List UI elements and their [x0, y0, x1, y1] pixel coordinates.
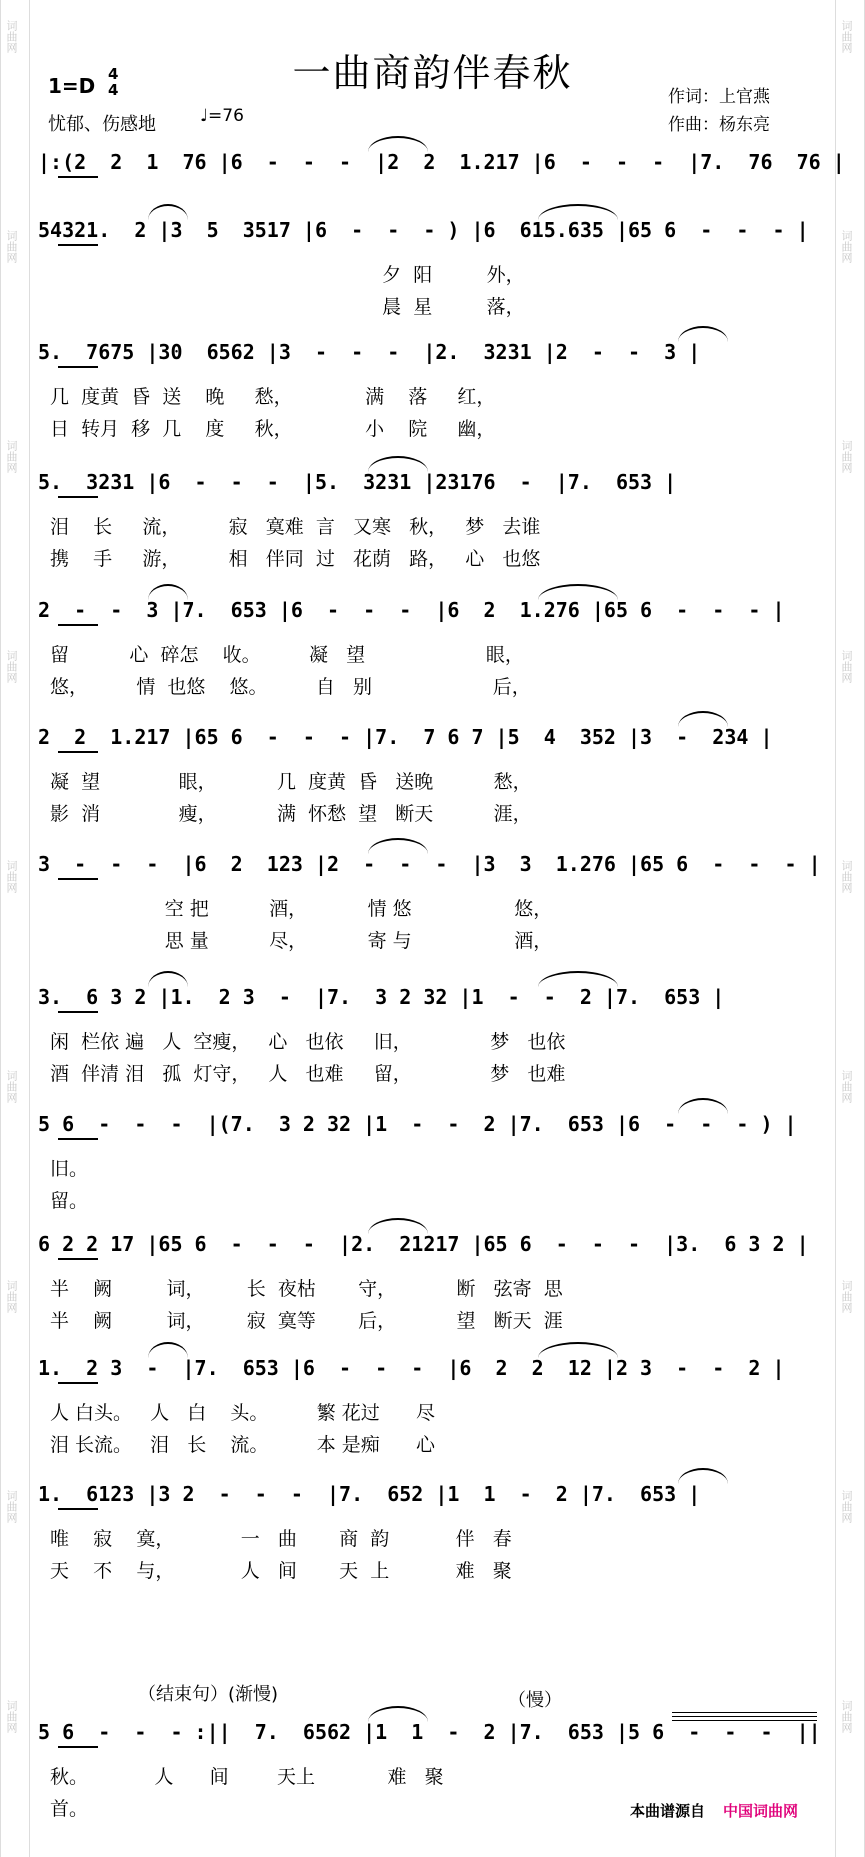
song-title: 一曲商韵伴春秋 — [292, 51, 573, 95]
watermark-text: 词曲网 — [5, 20, 18, 53]
watermark-text: 词曲网 — [5, 1700, 18, 1733]
lyric-line: 人 白头。 人 白 头。 繁 花过 尽 — [50, 1402, 436, 1424]
lyric-line: 秋。 人 间 天上 难 聚 — [50, 1766, 444, 1788]
watermark-text: 词曲网 — [840, 860, 853, 893]
watermark-text: 词曲网 — [840, 1490, 853, 1523]
slur-mark — [368, 1706, 428, 1722]
slur-mark — [678, 326, 728, 342]
beam-underline — [58, 176, 98, 178]
watermark-text: 词曲网 — [840, 650, 853, 683]
notation-line: 5 6 - - - :|| 7. 6562 |1 1 - 2 |7. 653 |5 6 - - - || — [38, 1720, 821, 1744]
watermark-text: 词曲网 — [840, 20, 853, 53]
beam-underline — [58, 1138, 98, 1140]
time-signature-bottom: 4 — [108, 81, 119, 99]
score-system — [38, 1112, 830, 1212]
tempo-mark: ♩=76 — [200, 106, 244, 126]
slur-mark — [538, 584, 618, 600]
key-signature: 1=D — [48, 74, 96, 98]
beam-underline — [58, 1508, 98, 1510]
notation-line: 6 2 2 17 |65 6 - - - |2. 21217 |65 6 - - - |3. 6 3 2 | — [38, 1232, 809, 1256]
slur-mark — [538, 1342, 618, 1358]
lyric-line: 闲 栏依 遍 人 空瘦， 心 也依 旧， 梦 也依 — [50, 1031, 566, 1053]
lyric-line: 旧。 — [50, 1158, 89, 1180]
slur-mark — [368, 838, 428, 854]
score-system — [38, 725, 830, 825]
lyric-line: 日 转月 移 几 度 秋， 小 院 幽， — [50, 418, 496, 440]
score-system — [38, 150, 845, 178]
lyric-line: 留。 — [50, 1190, 89, 1212]
ending-lines — [672, 1712, 817, 1724]
score-system — [38, 1356, 830, 1456]
watermark-text: 词曲网 — [5, 860, 18, 893]
notation-line: 3. 6 3 2 |1. 2 3 - |7. 3 2 32 |1 - - 2 |7. 653 | — [38, 985, 725, 1009]
slur-mark — [678, 1098, 728, 1114]
notation-line: 5. 3231 |6 - - - |5. 3231 |23176 - |7. 653 | — [38, 470, 677, 494]
slur-mark — [538, 971, 618, 987]
score-system — [38, 340, 830, 440]
lyric-line: 影 消 瘦， 满 怀愁 望 断天 涯， — [50, 803, 532, 825]
notation-line: 1. 6123 |3 2 - - - |7. 652 |1 1 - 2 |7. 653 | — [38, 1482, 701, 1506]
lyric-line: 空 把 酒， 情 悠 悠， — [50, 898, 553, 920]
watermark-text: 词曲网 — [5, 1280, 18, 1313]
slur-mark — [678, 1468, 728, 1484]
watermark-text: 词曲网 — [5, 230, 18, 263]
slur-mark — [678, 711, 728, 727]
notation-line: 3 - - - |6 2 123 |2 - - - |3 3 1.276 |65 6 - - - | — [38, 852, 821, 876]
lyric-line: 半 阙 词， 寂 寞等 后， 望 断天 涯 — [50, 1310, 563, 1332]
lyric-line: 半 阙 词， 长 夜枯 守， 断 弦寄 思 — [50, 1278, 563, 1300]
slur-mark — [148, 971, 188, 987]
beam-underline — [58, 1382, 98, 1384]
lyric-line: 几 度黄 昏 送 晚 愁， 满 落 红， — [50, 386, 496, 408]
watermark-text: 词曲网 — [840, 1280, 853, 1313]
beam-underline — [58, 244, 98, 246]
beam-underline — [58, 1011, 98, 1013]
notation-line: |:(2 2 1 76 |6 - - - |2 2 1.217 |6 - - - |7. 76 76 | — [38, 150, 845, 174]
notation-line: 5 6 - - - |(7. 3 2 32 |1 - - 2 |7. 653 |6 - - - ) | — [38, 1112, 797, 1136]
lyricist-credit: 作词：上官燕 — [668, 87, 770, 107]
slur-mark — [148, 584, 188, 600]
notation-line: 54321. 2 |3 5 3517 |6 - - - ) |6 615.635 |65 6 - - - | — [38, 218, 809, 242]
lyric-line: 泪 长流。 泪 长 流。 本 是痴 心 — [50, 1434, 436, 1456]
score-system — [38, 218, 830, 318]
watermark-text: 词曲网 — [5, 440, 18, 473]
score-system — [38, 1232, 830, 1332]
footer-site-link[interactable]: 中国词曲网 — [723, 1802, 799, 1820]
beam-underline — [58, 751, 98, 753]
lyric-line: 酒 伴清 泪 孤 灯守， 人 也难 留， 梦 也难 — [50, 1063, 566, 1085]
lyric-line: 泪 长 流， 寂 寞难 言 又寒 秋， 梦 去谁 — [50, 516, 541, 538]
composer-credit: 作曲：杨东亮 — [668, 115, 770, 135]
lyric-line: 凝 望 眼， 几 度黄 昏 送晚 愁， — [50, 771, 532, 793]
lyric-line: 晨 星 落， — [50, 296, 525, 318]
ending-annotation: （结束句）(渐慢) — [138, 1684, 279, 1705]
beam-underline — [58, 366, 98, 368]
watermark-text: 词曲网 — [840, 1700, 853, 1733]
watermark-text: 词曲网 — [840, 440, 853, 473]
beam-underline — [58, 1258, 98, 1260]
notation-line: 2 2 1.217 |65 6 - - - |7. 7 6 7 |5 4 352 |3 - 234 | — [38, 725, 773, 749]
watermark-text: 词曲网 — [5, 650, 18, 683]
beam-underline — [58, 878, 98, 880]
slur-mark — [368, 1218, 428, 1234]
slur-mark — [148, 204, 188, 220]
watermark-text: 词曲网 — [5, 1490, 18, 1523]
expression-mark: 忧郁、伤感地 — [48, 114, 156, 135]
time-signature — [108, 66, 118, 98]
slow-annotation: （慢） — [508, 1690, 562, 1711]
lyric-line: 思 量 尽， 寄 与 酒， — [50, 930, 553, 952]
lyric-line: 天 不 与， 人 间 天 上 难 聚 — [50, 1560, 512, 1582]
score-system — [38, 1482, 830, 1582]
score-system — [38, 852, 830, 952]
lyric-line: 夕 阳 外， — [50, 264, 525, 286]
beam-underline — [58, 496, 98, 498]
score-system — [38, 598, 830, 698]
right-watermark-strip — [835, 0, 865, 1857]
watermark-text: 词曲网 — [840, 230, 853, 263]
slur-mark — [368, 456, 428, 472]
lyric-line: 唯 寂 寞， 一 曲 商 韵 伴 春 — [50, 1528, 512, 1550]
watermark-text: 词曲网 — [5, 1070, 18, 1103]
beam-underline — [58, 1746, 98, 1748]
footer — [630, 1800, 798, 1821]
slur-mark — [538, 204, 618, 220]
slur-mark — [368, 136, 428, 152]
lyric-line: 留 心 碎怎 收。 凝 望 眼， — [50, 644, 524, 666]
lyric-line: 首。 — [50, 1798, 89, 1820]
lyric-line: 携 手 游， 相 伴同 过 花荫 路， 心 也悠 — [50, 548, 541, 570]
score-system — [38, 470, 830, 570]
time-signature-top: 4 — [108, 65, 119, 83]
slur-mark — [148, 1342, 188, 1358]
notation-line: 1. 2 3 - |7. 653 |6 - - - |6 2 2 12 |2 3 - - 2 | — [38, 1356, 785, 1380]
watermark-text: 词曲网 — [840, 1070, 853, 1103]
score-system — [38, 985, 830, 1085]
beam-underline — [58, 624, 98, 626]
footer-source: 本曲谱源自 — [630, 1802, 706, 1820]
notation-line: 5. 7675 |30 6562 |3 - - - |2. 3231 |2 - - 3 | — [38, 340, 701, 364]
lyric-line: 悠， 情 也悠 悠。 自 别 后， — [50, 676, 531, 698]
left-watermark-strip — [0, 0, 30, 1857]
notation-line: 2 - - 3 |7. 653 |6 - - - |6 2 1.276 |65 6 - - - | — [38, 598, 785, 622]
